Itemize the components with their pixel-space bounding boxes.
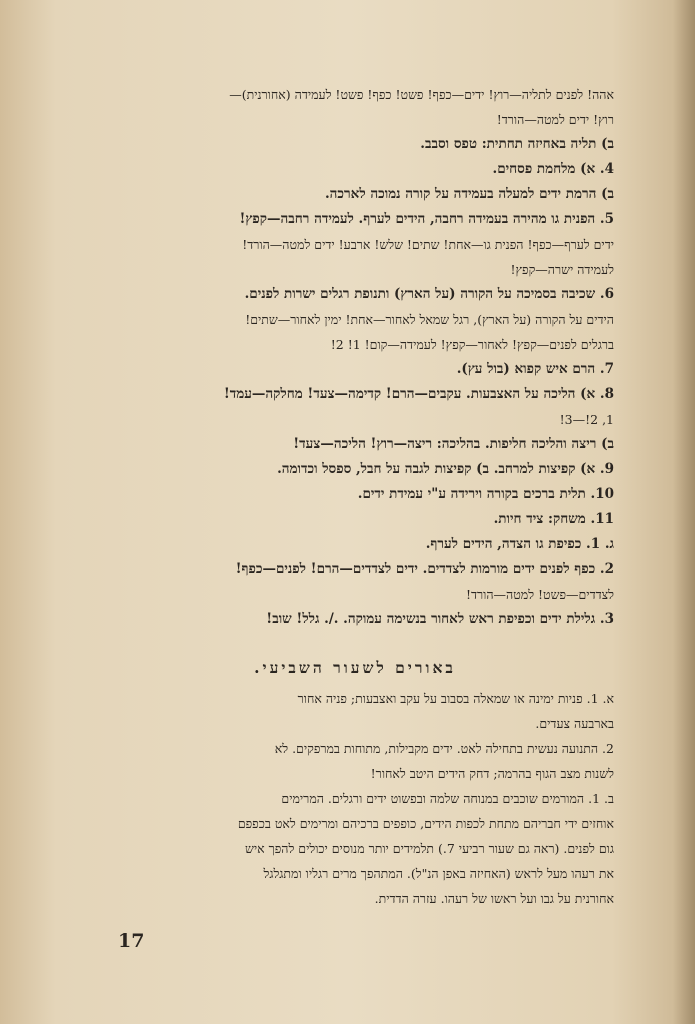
page-text bbox=[96, 82, 614, 911]
text-line: 4. א) מלחמת פסחים. bbox=[492, 161, 614, 177]
text-line: 7. הרם איש קפוא (בול עץ). bbox=[456, 361, 614, 377]
text-line: ב) הרמת ידים למעלה בעמידה על קורה נמוכה לארכה. bbox=[324, 186, 614, 202]
text-line: 5. הפנית גו מהירה בעמידה רחבה, הידים לערף. לעמידה רחבה—קפץ! bbox=[239, 211, 614, 227]
exercise-list bbox=[96, 82, 614, 632]
text-line: ידים לערף—כפף! הפנית גו—אחת! שתים! שלש! ארבע! ידים למטה—הורד! bbox=[242, 237, 614, 252]
text-line: לשנות מצב הגוף בהרמה; דחק הידים היטב לאחור! bbox=[370, 766, 614, 781]
text-line: בארבעה צעדים. bbox=[535, 716, 614, 731]
text-line: אחורנית על גבו ועל ראשו של רעהו. עזרה הדדית. bbox=[374, 891, 614, 906]
text-line: 6. שכיבה בסמיכה על הקורה (על הארץ) ותנופת רגלים ישרות לפנים. bbox=[244, 286, 614, 302]
page-spine-shadow bbox=[673, 0, 695, 1024]
text-line: ב) ריצה והליכה חליפות. בהליכה: ריצה—רוץ! הליכה—צעד! bbox=[293, 436, 614, 452]
text-line: א. 1. פניות ימינה או שמאלה בסבוב על עקב ואצבעות; פניה אחור bbox=[297, 691, 614, 706]
page-number: 17 bbox=[118, 930, 145, 952]
explanations bbox=[96, 686, 614, 911]
text-line: ברגלים לפנים—קפץ! לאחור—קפץ! לעמידה—קום! 1! 2! bbox=[330, 337, 614, 352]
text-line: 11. משחק: ציד חיות. bbox=[493, 511, 614, 527]
text-line: גום לפנים. (ראה גם שעור רביעי 7.) תלמידים יותר מנוסים יכולים להפך איש bbox=[244, 841, 614, 856]
text-line: רוץ! ידים למטה—הורד! bbox=[496, 112, 614, 127]
text-line: לעמידה ישרה—קפץ! bbox=[510, 262, 614, 277]
text-line: ב. 1. המורמים שוכבים במנוחה שלמה ובפשוט ידים ורגלים. המרימים bbox=[281, 791, 614, 806]
text-line: הידים על הקורה (על הארץ), רגל שמאל לאחור—אחת! ימין לאחור—שתים! bbox=[245, 312, 614, 327]
text-line: אהה! לפנים לתליה—רוץ! ידים—כפף! פשט! כפף! פשט! לעמידה (אחורנית)— bbox=[229, 87, 614, 102]
text-line: אוחזים ידי חבריהם מתחת לכפות הידים, כופפים ברכיהם ומרימים לאט בכפפם bbox=[237, 816, 614, 831]
text-line: 10. תלית ברכים בקורה וירידה ע"י עמידת ידים. bbox=[357, 486, 614, 502]
text-line: את רעהו מעל לראש (האחיזה באפן הנ"ל). המתהפך מרים רגליו ומתגלגל bbox=[263, 866, 614, 881]
text-line: 2. כפף לפנים ידים מורמות לצדדים. ידים לצדדים—הרם! לפנים—כפף! bbox=[235, 561, 614, 577]
text-line: 1, 2!—3! bbox=[559, 412, 614, 427]
text-line: 2. התנועה נעשית בתחילה לאט. ידים מקבילות, מתוחות במרפקים. לא bbox=[274, 741, 614, 756]
section-heading: באורים לשעור השביעי. bbox=[254, 658, 456, 677]
text-line: ג. 1. כפיפת גו הצדה, הידים לערף. bbox=[425, 536, 614, 552]
text-line: לצדדים—פשט! למטה—הורד! bbox=[465, 587, 614, 602]
text-line: 9. א) קפיצות למרחב. ב) קפיצות לגבה על חבל, ספסל וכדומה. bbox=[277, 461, 614, 477]
text-line: 8. א) הליכה על האצבעות. עקבים—הרם! קדימה—צעד! מחלקה—עמד! bbox=[223, 386, 614, 402]
text-line: 3. גלילת ידים וכפיפת ראש לאחור בנשימה עמוקה. ./. גלל! שוב! bbox=[266, 611, 614, 627]
text-line: ב) תליה באחיזה תחתית: טפס וסבב. bbox=[420, 136, 614, 152]
